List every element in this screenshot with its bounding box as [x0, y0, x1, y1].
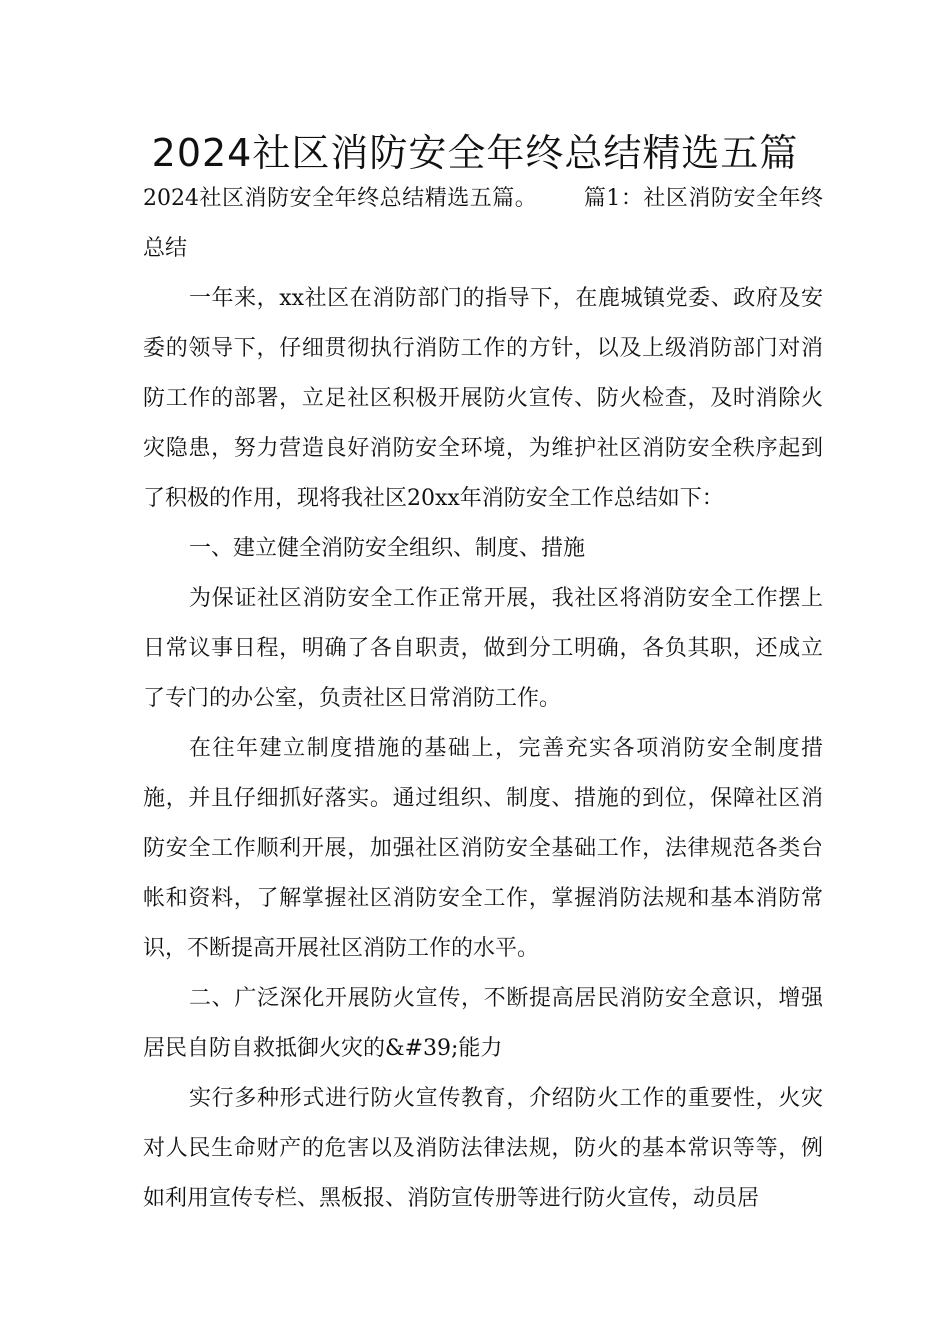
- intro-text: 2024社区消防安全年终总结精选五篇。: [143, 186, 538, 211]
- intro-section-heading: 篇1：社区消防安全年终总结: [143, 186, 823, 261]
- paragraph-4: 实行多种形式进行防火宣传教育，介绍防火工作的重要性，火灾对人民生命财产的危害以及消防法律法规，防火的基本常识等等，例如利用宣传专栏、黑板报、消防宣传册等进行防火宣传，动员居: [143, 1086, 823, 1211]
- document-body: [143, 174, 823, 1224]
- intro-line: [143, 174, 823, 274]
- paragraph-3: 在往年建立制度措施的基础上，完善充实各项消防安全制度措施，并且仔细抓好落实。通过组织、制度、措施的到位，保障社区消防安全工作顺利开展，加强社区消防安全基础工作，法律规范各类台帐和资料，了解掌握社区消防安全工作，掌握消防法规和基本消防常识，不断提高开展社区消防工作的水平。: [143, 736, 823, 961]
- section-heading-1: 一、建立健全消防安全组织、制度、措施: [189, 536, 586, 561]
- paragraph-1: 一年来，xx社区在消防部门的指导下，在鹿城镇党委、政府及安委的领导下，仔细贯彻执行消防工作的方针，以及上级消防部门对消防工作的部署，立足社区积极开展防火宣传、防火检查，及时消除火灾隐患，努力营造良好消防安全环境，为维护社区消防安全秩序起到了积极的作用，现将我社区20xx年消防安全工作总结如下：: [143, 286, 823, 511]
- section-heading-2: 二、广泛深化开展防火宣传，不断提高居民消防安全意识，增强居民自防自救抵御火灾的&#39;能力: [143, 986, 823, 1061]
- paragraph-2: 为保证社区消防安全工作正常开展，我社区将消防安全工作摆上日常议事日程，明确了各自职责，做到分工明确，各负其职，还成立了专门的办公室，负责社区日常消防工作。: [143, 586, 823, 711]
- document-title: 2024社区消防安全年终总结精选五篇: [151, 131, 799, 175]
